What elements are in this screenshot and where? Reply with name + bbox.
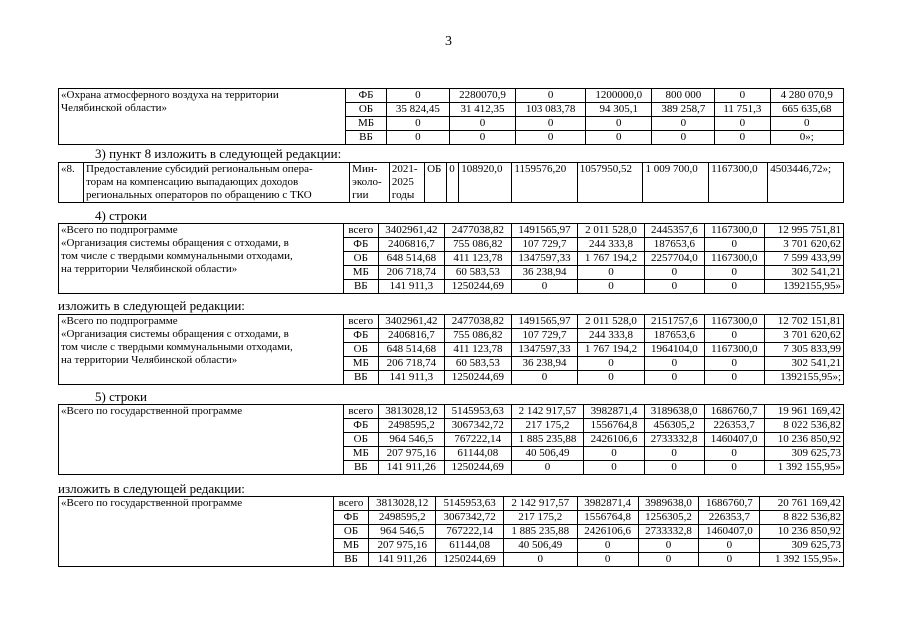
source-cell: ФБ [346, 89, 387, 103]
desc-line: «Всего по государственной программе [61, 497, 243, 509]
page-number: 3 [445, 34, 452, 49]
value-cell: 2426106,6 [584, 433, 644, 447]
value-cell: 0 [578, 357, 645, 371]
value-cell: 1392155,95»; [764, 371, 843, 385]
table-row [59, 315, 844, 329]
value-cell: 1347597,33 [511, 252, 578, 266]
value-cell: 0 [704, 447, 764, 461]
value-cell: 107 729,7 [511, 238, 578, 252]
value-cell: 0 [638, 553, 699, 567]
value-cell: 1 767 194,2 [578, 343, 645, 357]
value-cell: 7 305 833,99 [764, 343, 843, 357]
value-cell: 0 [644, 280, 704, 294]
value-cell: 19 961 169,42 [764, 405, 843, 419]
value-cell: 3 701 620,62 [764, 238, 843, 252]
value-cell: 0 [578, 266, 645, 280]
value-cell: 206 718,74 [378, 266, 445, 280]
value-cell: 2733332,8 [644, 433, 704, 447]
value-cell: 1167300,0 [704, 315, 764, 329]
value-cell: 31 412,35 [449, 103, 515, 117]
value-cell: 0 [644, 266, 704, 280]
value-cell: 7 599 433,99 [764, 252, 843, 266]
row-description [84, 163, 350, 203]
value-cell: 0»; [770, 131, 843, 145]
value-cell: 3 701 620,62 [764, 329, 843, 343]
value-cell: 302 541,21 [764, 266, 843, 280]
value-cell: 1 009 700,0 [643, 163, 709, 203]
value-cell: 1167300,0 [704, 252, 764, 266]
value-cell: 0 [652, 117, 715, 131]
value-cell: 207 975,16 [378, 447, 444, 461]
value-cell: 3813028,12 [369, 497, 436, 511]
desc-line: «Всего по государственной программе [61, 405, 243, 417]
value-cell: 411 123,78 [445, 343, 512, 357]
row-description [59, 224, 344, 294]
desc-line: региональных операторов по обращению с ТКО [86, 189, 312, 201]
value-cell: 35 824,45 [387, 103, 450, 117]
years-line: годы [391, 189, 415, 201]
value-cell: 61144,08 [445, 447, 511, 461]
executor-line: гии [352, 189, 369, 201]
value-cell: 141 911,3 [378, 371, 445, 385]
value-cell: 1556764,8 [577, 511, 638, 525]
value-cell: 3982871,4 [584, 405, 644, 419]
value-cell: 141 911,26 [378, 461, 444, 475]
value-cell: 4 280 070,9 [770, 89, 843, 103]
value-cell: 1250244,69 [445, 461, 511, 475]
source-cell: ВБ [344, 280, 379, 294]
value-cell: 2 011 528,0 [578, 315, 645, 329]
source-cell: МБ [344, 447, 379, 461]
table-item-8 [58, 162, 844, 203]
value-cell: 0 [387, 131, 450, 145]
value-cell: 2406816,7 [378, 238, 445, 252]
source-cell: ОБ [334, 525, 369, 539]
value-cell: 107 729,7 [511, 329, 578, 343]
value-cell: 5145953,63 [436, 497, 503, 511]
value-cell: 0 [715, 117, 770, 131]
value-cell: 1250244,69 [436, 553, 503, 567]
table-subprogram-new [58, 314, 844, 385]
value-cell: 0 [584, 447, 644, 461]
value-cell: 10 236 850,92 [760, 525, 844, 539]
desc-line: «Организация системы обращения с отходами, в [61, 328, 289, 340]
item-number: «8. [59, 163, 84, 203]
table-air-protection [58, 88, 844, 145]
value-cell: 1686760,7 [699, 497, 760, 511]
desc-line: на территории Челябинской области» [61, 263, 238, 275]
value-cell: 8 822 536,82 [760, 511, 844, 525]
value-cell: 0 [586, 117, 652, 131]
value-cell: 755 086,82 [445, 238, 512, 252]
value-cell: 40 506,49 [503, 539, 577, 553]
value-cell: 0 [644, 447, 704, 461]
desc-line: Предоставление субсидий региональным опера- [86, 163, 313, 175]
value-cell: 61144,08 [436, 539, 503, 553]
value-cell: 2257704,0 [644, 252, 704, 266]
value-cell: 3402961,42 [378, 224, 445, 238]
source-cell: ФБ [344, 329, 379, 343]
value-cell: 0 [449, 131, 515, 145]
value-cell: 456305,2 [644, 419, 704, 433]
value-cell: 3402961,42 [378, 315, 445, 329]
desc-line: том числе с твердыми коммунальными отходами, [61, 341, 293, 353]
table-subprogram-old [58, 223, 844, 294]
section-heading-5b: изложить в следующей редакции: [58, 481, 245, 496]
value-cell: 0 [704, 357, 764, 371]
value-cell: 2406816,7 [378, 329, 445, 343]
value-cell: 389 258,7 [652, 103, 715, 117]
value-cell: 1057950,52 [577, 163, 643, 203]
source-cell: ВБ [344, 461, 379, 475]
value-cell: 1 885 235,88 [503, 525, 577, 539]
value-cell: 302 541,21 [764, 357, 843, 371]
value-cell: 40 506,49 [511, 447, 584, 461]
value-cell: 0 [516, 117, 586, 131]
source-cell: ВБ [346, 131, 387, 145]
value-cell: 1460407,0 [699, 525, 760, 539]
source-cell: ОБ [344, 343, 379, 357]
source-cell: ФБ [334, 511, 369, 525]
value-cell: 0 [578, 371, 645, 385]
value-cell: 3813028,12 [378, 405, 444, 419]
section-heading-5: 5) строки [95, 389, 147, 404]
value-cell: 0 [511, 280, 578, 294]
table-row [59, 405, 844, 419]
table-row [59, 224, 844, 238]
value-cell: 0 [715, 131, 770, 145]
value-cell: 0 [699, 553, 760, 567]
section-heading-3: 3) пункт 8 изложить в следующей редакции: [95, 146, 342, 161]
value-cell: 1159576,20 [512, 163, 577, 203]
source-cell: МБ [334, 539, 369, 553]
value-cell: 3067342,72 [436, 511, 503, 525]
value-cell: 800 000 [652, 89, 715, 103]
value-cell: 1392155,95» [764, 280, 843, 294]
source-cell: всего [344, 315, 379, 329]
value-cell: 1167300,0 [704, 224, 764, 238]
value-cell: 964 546,5 [378, 433, 444, 447]
value-cell: 767222,14 [436, 525, 503, 539]
value-cell: 226353,7 [699, 511, 760, 525]
value-cell: 187653,6 [644, 238, 704, 252]
value-cell: 0 [715, 89, 770, 103]
value-cell: 3189638,0 [644, 405, 704, 419]
value-cell: 665 635,68 [770, 103, 843, 117]
value-cell: 0 [516, 89, 586, 103]
value-cell: 226353,7 [704, 419, 764, 433]
value-cell: 103 083,78 [516, 103, 586, 117]
value-cell: 0 [638, 539, 699, 553]
value-cell: 0 [578, 280, 645, 294]
desc-line: «Всего по подпрограмме [61, 315, 178, 327]
value-cell: 187653,6 [644, 329, 704, 343]
source-cell: всего [344, 224, 379, 238]
value-cell: 0 [644, 461, 704, 475]
value-cell: 8 022 536,82 [764, 419, 843, 433]
value-cell: 648 514,68 [378, 343, 445, 357]
source-cell: ВБ [334, 553, 369, 567]
value-cell: 2151757,6 [644, 315, 704, 329]
value-cell: 12 995 751,81 [764, 224, 843, 238]
value-cell: 1250244,69 [445, 280, 512, 294]
years-line: 2025 [391, 176, 414, 188]
value-cell: 1964104,0 [644, 343, 704, 357]
value-cell: 0 [704, 280, 764, 294]
value-cell: 10 236 850,92 [764, 433, 843, 447]
value-cell: 0 [577, 539, 638, 553]
value-cell: 36 238,94 [511, 266, 578, 280]
value-cell: 0 [704, 329, 764, 343]
desc-line: на территории Челябинской области» [61, 354, 238, 366]
value-cell: 0 [704, 266, 764, 280]
value-cell: 94 305,1 [586, 103, 652, 117]
value-cell: 1 392 155,95» [764, 461, 843, 475]
value-cell: 4503446,72»; [768, 163, 844, 203]
desc-line: Челябинской области» [61, 102, 168, 114]
value-cell: 2498595,2 [378, 419, 444, 433]
value-cell: 0 [699, 539, 760, 553]
value-cell: 1167300,0 [709, 163, 768, 203]
executor-line: Мин- [352, 163, 378, 175]
source-cell: ФБ [344, 419, 379, 433]
value-cell: 1 392 155,95». [760, 553, 844, 567]
desc-line: «Охрана атмосферного воздуха на территории [61, 89, 279, 101]
value-cell: 0 [644, 371, 704, 385]
years-cell [389, 163, 424, 203]
value-cell: 2426106,6 [577, 525, 638, 539]
source-cell: ОБ [425, 163, 447, 203]
source-cell: ОБ [346, 103, 387, 117]
executor-line: эколо- [352, 176, 382, 188]
table-row [59, 89, 844, 103]
value-cell: 1167300,0 [704, 343, 764, 357]
source-cell: МБ [344, 266, 379, 280]
value-cell: 2445357,6 [644, 224, 704, 238]
source-cell: всего [344, 405, 379, 419]
value-cell: 0 [387, 89, 450, 103]
value-cell: 0 [704, 371, 764, 385]
value-cell: 0 [516, 131, 586, 145]
value-cell: 3067342,72 [445, 419, 511, 433]
value-cell: 964 546,5 [369, 525, 436, 539]
value-cell: 20 761 169,42 [760, 497, 844, 511]
desc-line: «Всего по подпрограмме [61, 224, 178, 236]
years-line: 2021- [391, 163, 418, 175]
value-cell: 0 [503, 553, 577, 567]
row-description [59, 89, 346, 145]
value-cell: 755 086,82 [445, 329, 512, 343]
executor-cell [350, 163, 390, 203]
value-cell: 217 175,2 [511, 419, 584, 433]
value-cell: 0 [449, 117, 515, 131]
value-cell: 1460407,0 [704, 433, 764, 447]
value-cell: 0 [387, 117, 450, 131]
value-cell: 767222,14 [445, 433, 511, 447]
row-description [59, 315, 344, 385]
value-cell: 2280070,9 [449, 89, 515, 103]
value-cell: 309 625,73 [764, 447, 843, 461]
table-row [59, 497, 844, 511]
value-cell: 1556764,8 [584, 419, 644, 433]
value-cell: 3989638,0 [638, 497, 699, 511]
value-cell: 12 702 151,81 [764, 315, 843, 329]
value-cell: 0 [770, 117, 843, 131]
source-cell: ВБ [344, 371, 379, 385]
section-heading-4b: изложить в следующей редакции: [58, 298, 245, 313]
value-cell: 36 238,94 [511, 357, 578, 371]
desc-line: торам на компенсацию выпадающих доходов [86, 176, 299, 188]
value-cell: 207 975,16 [369, 539, 436, 553]
value-cell: 2733332,8 [638, 525, 699, 539]
table-state-program-old [58, 404, 844, 475]
desc-line: «Организация системы обращения с отходами, в [61, 237, 289, 249]
value-cell: 0 [652, 131, 715, 145]
value-cell: 648 514,68 [378, 252, 445, 266]
source-cell: МБ [346, 117, 387, 131]
value-cell: 11 751,3 [715, 103, 770, 117]
value-cell: 206 718,74 [378, 357, 445, 371]
value-cell: 1 767 194,2 [578, 252, 645, 266]
value-cell: 141 911,26 [369, 553, 436, 567]
value-cell: 0 [577, 553, 638, 567]
value-cell: 1200000,0 [586, 89, 652, 103]
value-cell: 0 [586, 131, 652, 145]
value-cell: 0 [584, 461, 644, 475]
value-cell: 108920,0 [459, 163, 512, 203]
value-cell: 1491565,97 [511, 224, 578, 238]
value-cell: 0 [704, 238, 764, 252]
table-row [59, 163, 844, 203]
value-cell: 1256305,2 [638, 511, 699, 525]
source-cell: ОБ [344, 252, 379, 266]
source-cell: МБ [344, 357, 379, 371]
value-cell: 141 911,3 [378, 280, 445, 294]
source-cell: ОБ [344, 433, 379, 447]
value-cell: 2477038,82 [445, 224, 512, 238]
value-cell: 0 [704, 461, 764, 475]
value-cell: 1 885 235,88 [511, 433, 584, 447]
value-cell: 244 333,8 [578, 329, 645, 343]
value-cell: 2477038,82 [445, 315, 512, 329]
value-cell: 0 [644, 357, 704, 371]
desc-line: том числе с твердыми коммунальными отходами, [61, 250, 293, 262]
source-cell: всего [334, 497, 369, 511]
value-cell: 411 123,78 [445, 252, 512, 266]
value-cell: 2 142 917,57 [511, 405, 584, 419]
value-cell: 1491565,97 [511, 315, 578, 329]
value-cell: 5145953,63 [445, 405, 511, 419]
table-state-program-new [58, 496, 844, 567]
value-cell: 0 [511, 371, 578, 385]
source-cell: ФБ [344, 238, 379, 252]
row-description [59, 497, 334, 567]
value-cell: 1686760,7 [704, 405, 764, 419]
value-cell: 60 583,53 [445, 266, 512, 280]
value-cell: 244 333,8 [578, 238, 645, 252]
value-cell: 3982871,4 [577, 497, 638, 511]
value-cell: 60 583,53 [445, 357, 512, 371]
value-cell: 217 175,2 [503, 511, 577, 525]
value-cell: 2498595,2 [369, 511, 436, 525]
value-cell: 1347597,33 [511, 343, 578, 357]
value-cell: 1250244,69 [445, 371, 512, 385]
section-heading-4: 4) строки [95, 208, 147, 223]
value-cell: 0 [511, 461, 584, 475]
value-cell: 309 625,73 [760, 539, 844, 553]
value-cell: 2 142 917,57 [503, 497, 577, 511]
value-cell: 2 011 528,0 [578, 224, 645, 238]
value-cell: 0 [447, 163, 459, 203]
row-description [59, 405, 344, 475]
